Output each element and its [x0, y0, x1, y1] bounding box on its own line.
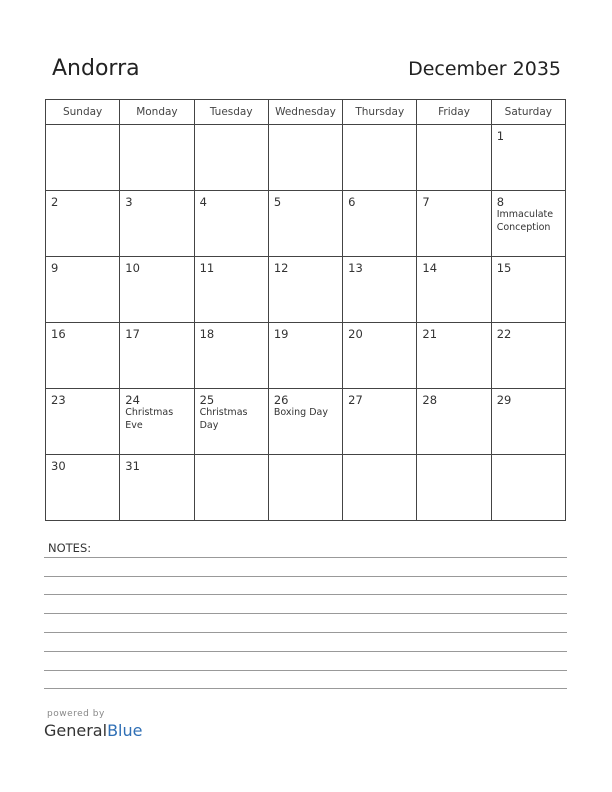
powered-by-text: powered by: [47, 709, 105, 719]
day-cell: [491, 125, 565, 191]
country-title: Andorra: [52, 56, 140, 81]
day-cell: [194, 389, 268, 455]
week-row: [46, 389, 566, 455]
day-cell: [194, 191, 268, 257]
holiday-label: Immaculate Conception: [496, 209, 554, 233]
day-cell: [46, 125, 120, 191]
day-cell: [417, 455, 491, 521]
notes-label: NOTES:: [48, 541, 92, 555]
day-cell: [268, 191, 342, 257]
week-row: [46, 257, 566, 323]
day-cell: [46, 389, 120, 455]
day-cell: [343, 125, 417, 191]
day-cell: [491, 257, 565, 323]
day-cell: [120, 389, 194, 455]
day-number: 18: [199, 327, 215, 341]
day-cell: [268, 389, 342, 455]
day-cell: [343, 455, 417, 521]
day-number: 30: [51, 459, 66, 473]
weekday-tuesday: Tuesday: [194, 100, 268, 125]
day-number: 19: [273, 327, 289, 341]
month-year-title: December 2035: [408, 58, 561, 80]
day-number: 10: [125, 261, 140, 275]
weekday-wednesday: Wednesday: [268, 100, 342, 125]
day-cell: [343, 191, 417, 257]
day-cell: [120, 125, 194, 191]
week-row: [46, 191, 566, 257]
note-line: [44, 576, 567, 577]
day-number: 25: [199, 393, 215, 407]
day-cell: [417, 125, 491, 191]
day-cell: [194, 455, 268, 521]
holiday-label: Christmas Day: [199, 407, 248, 431]
day-cell: [343, 323, 417, 389]
note-line: [44, 632, 567, 633]
day-number: 22: [496, 327, 512, 341]
brand-blue: Blue: [107, 721, 143, 740]
day-cell: [417, 389, 491, 455]
weekday-friday: Friday: [417, 100, 491, 125]
day-number: 3: [125, 195, 133, 209]
note-line: [44, 688, 567, 689]
day-cell: [268, 455, 342, 521]
day-cell: [120, 257, 194, 323]
week-row: [46, 323, 566, 389]
day-cell: [194, 257, 268, 323]
note-line: [44, 594, 567, 595]
day-number: 8: [496, 195, 505, 209]
day-cell: [46, 191, 120, 257]
day-number: 27: [348, 393, 363, 407]
week-row: [46, 125, 566, 191]
day-cell: [417, 191, 491, 257]
day-number: 17: [125, 327, 140, 341]
calendar-grid: [45, 99, 566, 521]
day-cell: [268, 257, 342, 323]
weekday-header-row: [46, 100, 566, 125]
week-row: [46, 455, 566, 521]
holiday-label: Boxing Day: [273, 407, 328, 418]
day-cell: [46, 455, 120, 521]
note-line: [44, 651, 567, 652]
day-number: 4: [199, 195, 207, 209]
day-number: 1: [496, 129, 505, 143]
day-number: 2: [51, 195, 59, 209]
day-number: 11: [199, 261, 215, 275]
day-cell: [268, 125, 342, 191]
day-number: 28: [422, 393, 438, 407]
day-number: 13: [348, 261, 363, 275]
day-cell: [491, 455, 565, 521]
day-number: 9: [51, 261, 59, 275]
day-cell: [194, 125, 268, 191]
day-cell: [417, 323, 491, 389]
day-cell: [491, 389, 565, 455]
brand-general: General: [44, 721, 108, 740]
day-number: 29: [496, 393, 512, 407]
day-cell: [120, 455, 194, 521]
weekday-saturday: Saturday: [491, 100, 565, 125]
day-number: 7: [422, 195, 430, 209]
day-cell: [417, 257, 491, 323]
day-number: 15: [496, 261, 512, 275]
day-number: 23: [51, 393, 66, 407]
brand-logo[interactable]: [44, 721, 142, 740]
note-line: [44, 613, 567, 614]
day-cell: [343, 389, 417, 455]
weekday-sunday: Sunday: [46, 100, 120, 125]
day-cell: [491, 191, 565, 257]
note-line: [44, 670, 567, 671]
day-number: 12: [273, 261, 289, 275]
day-cell: [194, 323, 268, 389]
day-cell: [268, 323, 342, 389]
day-number: 26: [273, 393, 289, 407]
day-cell: [491, 323, 565, 389]
day-cell: [120, 323, 194, 389]
day-cell: [120, 191, 194, 257]
weekday-thursday: Thursday: [343, 100, 417, 125]
day-cell: [343, 257, 417, 323]
day-number: 20: [348, 327, 363, 341]
day-cell: [46, 323, 120, 389]
note-line: [44, 557, 567, 558]
weekday-monday: Monday: [120, 100, 194, 125]
day-number: 5: [273, 195, 282, 209]
day-number: 16: [51, 327, 66, 341]
day-cell: [46, 257, 120, 323]
day-number: 14: [422, 261, 438, 275]
day-number: 24: [125, 393, 140, 407]
day-number: 31: [125, 459, 140, 473]
day-number: 6: [348, 195, 356, 209]
day-number: 21: [422, 327, 438, 341]
holiday-label: Christmas Eve: [125, 407, 174, 431]
